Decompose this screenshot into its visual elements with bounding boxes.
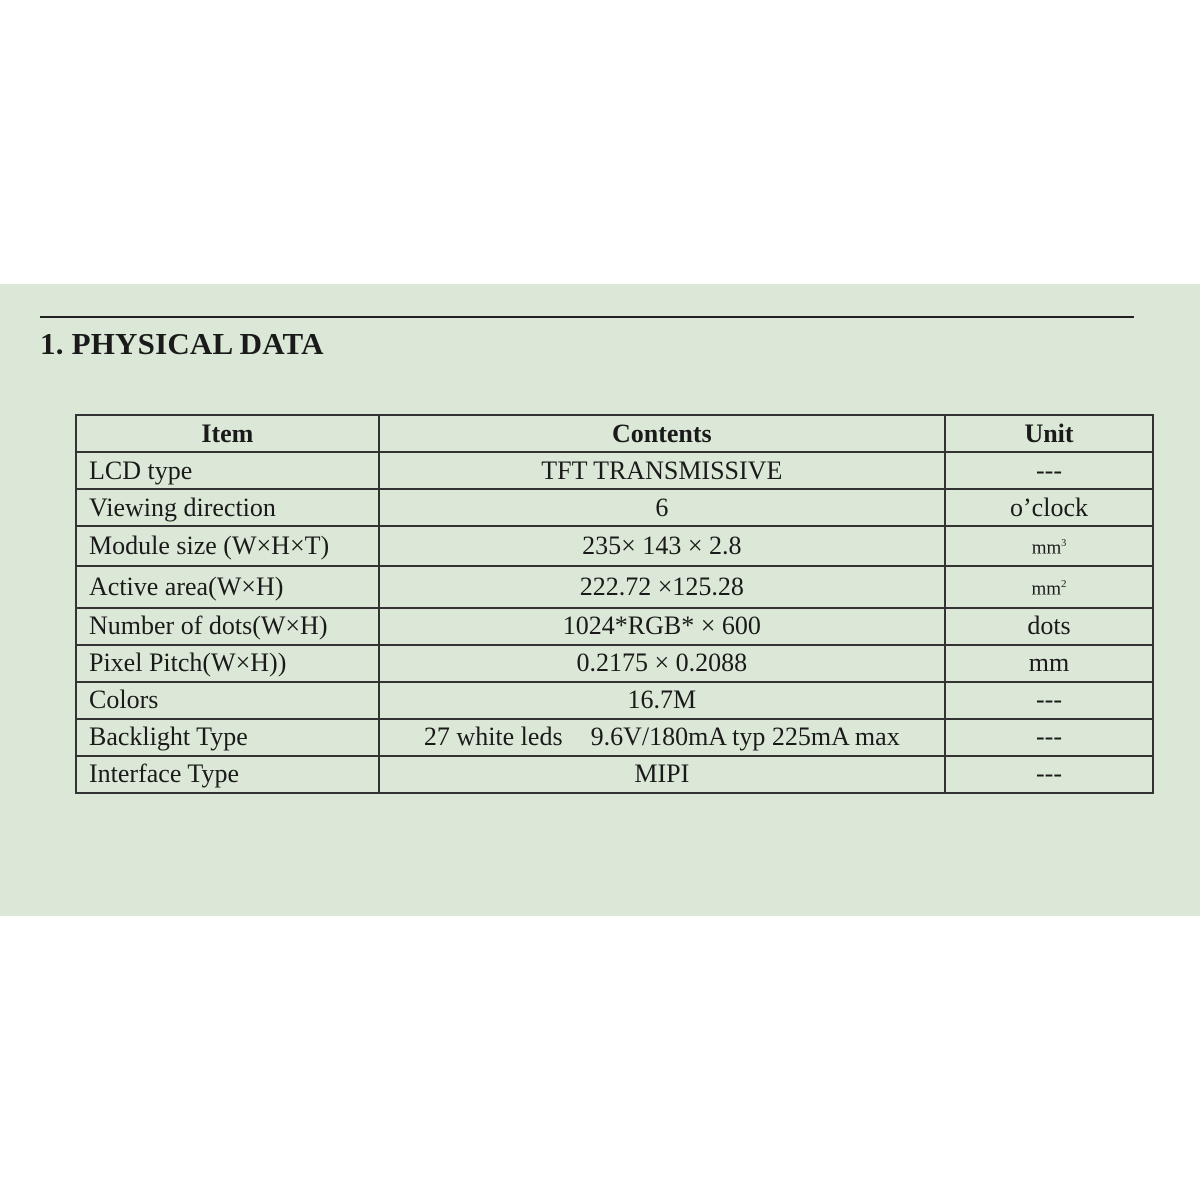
row-item: Colors: [76, 682, 379, 719]
row-item: Module size (W×H×T): [76, 526, 379, 566]
row-contents: 222.72 ×125.28: [379, 566, 945, 607]
row-unit: ---: [945, 452, 1153, 489]
row-unit: mm: [945, 645, 1153, 682]
row-unit: [945, 526, 1153, 566]
row-item: Number of dots(W×H): [76, 608, 379, 645]
row-unit: [945, 566, 1153, 607]
unit-text: mm: [1031, 537, 1062, 559]
table-header-row: [76, 415, 1153, 452]
unit-text: mm: [1031, 578, 1062, 600]
physical-data-table: [75, 414, 1154, 794]
table-row: [76, 645, 1153, 682]
row-contents: 0.2175 × 0.2088: [379, 645, 945, 682]
table-row: [76, 756, 1153, 793]
header-contents: Contents: [379, 415, 945, 452]
row-unit: o’clock: [945, 489, 1153, 526]
row-unit: ---: [945, 682, 1153, 719]
row-contents: MIPI: [379, 756, 945, 793]
row-item: LCD type: [76, 452, 379, 489]
row-item: Interface Type: [76, 756, 379, 793]
physical-data-panel: [0, 284, 1200, 916]
row-unit: dots: [945, 608, 1153, 645]
section-divider: [40, 316, 1134, 318]
header-unit: Unit: [945, 415, 1153, 452]
backlight-leds: 27 white leds: [423, 722, 563, 752]
row-item: Pixel Pitch(W×H)): [76, 645, 379, 682]
backlight-rating: 9.6V/180mA typ 225mA max: [590, 722, 900, 752]
row-item: Active area(W×H): [76, 566, 379, 607]
row-unit: ---: [945, 719, 1153, 756]
table-row: [76, 489, 1153, 526]
row-contents: 235× 143 × 2.8: [379, 526, 945, 566]
table-row: [76, 682, 1153, 719]
table-row: [76, 526, 1153, 566]
unit-exponent: 2: [1061, 578, 1067, 591]
section-title: 1. PHYSICAL DATA: [40, 326, 324, 361]
table-row: [76, 719, 1153, 756]
header-item: Item: [76, 415, 379, 452]
table-row: [76, 608, 1153, 645]
row-item: Viewing direction: [76, 489, 379, 526]
table-row: [76, 566, 1153, 607]
row-contents: TFT TRANSMISSIVE: [379, 452, 945, 489]
unit-exponent: 3: [1061, 538, 1067, 549]
row-contents: 6: [379, 489, 945, 526]
row-contents: 1024*RGB* × 600: [379, 608, 945, 645]
table-row: [76, 452, 1153, 489]
row-unit: ---: [945, 756, 1153, 793]
row-contents: 16.7M: [379, 682, 945, 719]
row-contents: [379, 719, 945, 756]
row-item: Backlight Type: [76, 719, 379, 756]
